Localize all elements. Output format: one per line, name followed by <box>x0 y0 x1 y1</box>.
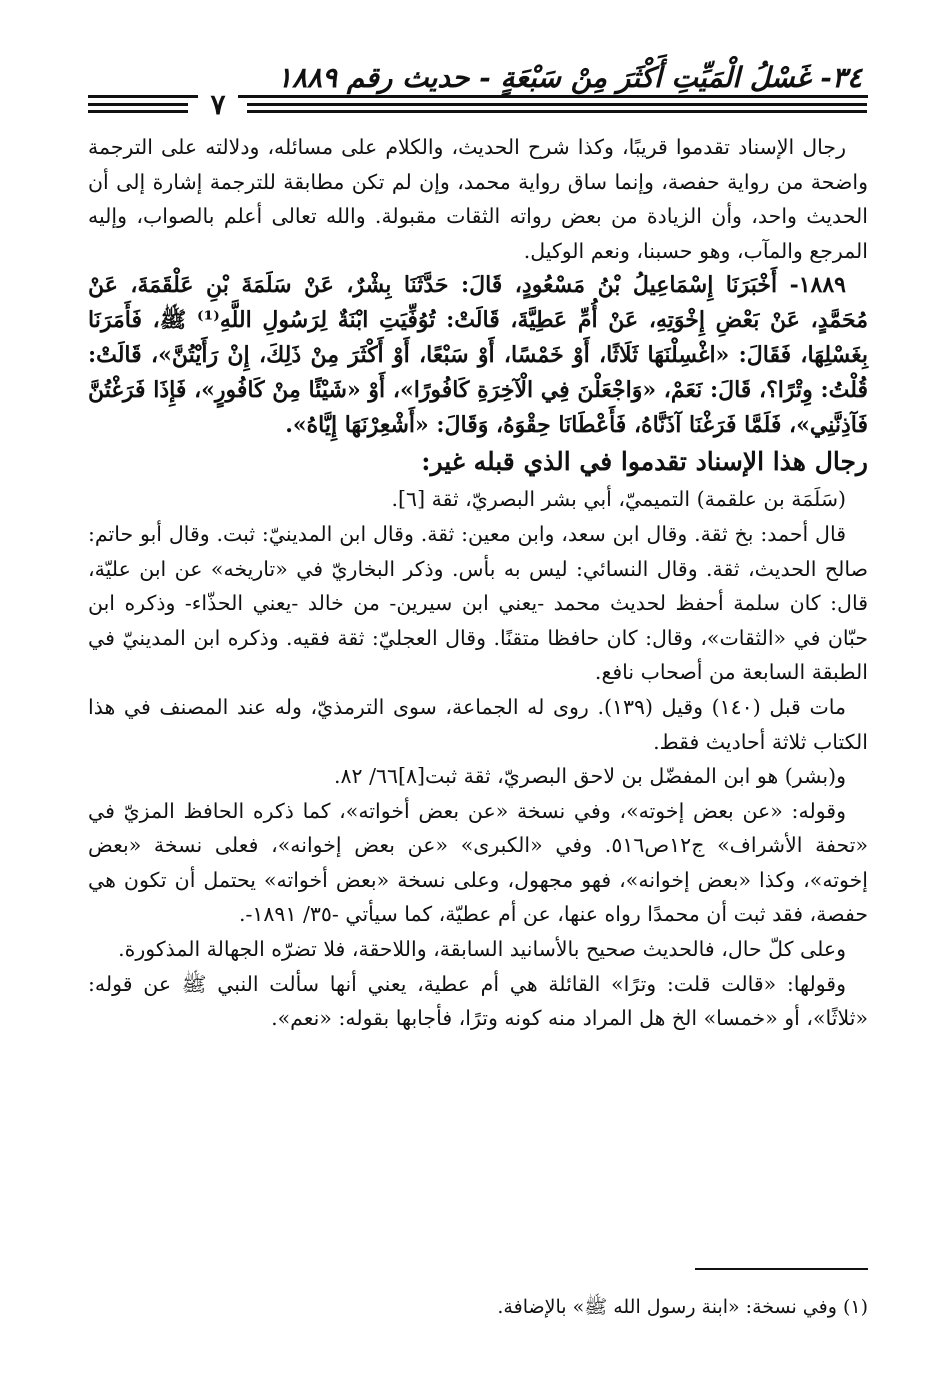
explanation-paragraph-3: وقولها: «قالت قلت: وترًا» القائلة هي أم عطية، يعني أنها سألت النبي ﷺ عن قوله: «ثلاثًا»، أو «خمسا» الخ هل المراد منه كونه وترًا، فأجابها بقوله: «نعم». <box>88 971 868 1031</box>
page-number: ٧ <box>198 88 238 122</box>
narrator-paragraph-3: و(بشر) هو ابن المفضّل بن لاحق البصريّ، ثقة ثبت[٨]٦٦/ ٨٢. <box>334 764 846 789</box>
hadith-text: ١٨٨٩- أَخْبَرَنَا إِسْمَاعِيلُ بْنُ مَسْعُودٍ، قَالَ: حَدَّثَنَا بِشْرٌ، عَنْ سَلَمَةَ بْنِ عَلْقَمَةَ، عَنْ مُحَمَّدٍ، عَنْ بَعْضِ إِخْوَتِهِ، عَنْ أُمِّ عَطِيَّةَ، قَالَتْ: تُوُفِّيَتِ ابْنَةٌ لِرَسُولِ اللَّهِ⁽¹⁾ ﷺ، فَأَمَرَنَا بِغَسْلِهَا، فَقَالَ: «اغْسِلْنَهَا ثَلَاثًا، أَوْ خَمْسًا، أَوْ سَبْعًا، أَوْ أَكْثَرَ مِنْ ذَلِكَ، إِنْ رَأَيْتُنَّ»، قَالَتْ: قُلْتُ: وِتْرًا؟، قَالَ: نَعَمْ، «وَاجْعَلْنَ فِي الْآخِرَةِ كَافُورًا»، أَوْ «شَيْئًا مِنْ كَافُورٍ»، فَإِذَا فَرَغْتُنَّ فَآذِنَّنِي»، فَلَمَّا فَرَغْنَا آذَنَّاهُ، فَأَعْطَانَا حِقْوَهُ، وَقَالَ: «أَشْعِرْنَهَا إِيَّاهُ». <box>88 272 868 438</box>
running-title: ٣٤- غَسْلُ الْمَيِّتِ أَكْثَرَ مِنْ سَبْعَةٍ - حديث رقم ١٨٨٩ <box>276 61 862 94</box>
explanation-paragraph-1: وقوله: «عن بعض إخوته»، وفي نسخة «عن بعض أخواته»، كما ذكره الحافظ المزيّ في «تحفة الأشراف» ج١٢ص٥١٦. وفي «الكبرى» «عن بعض إخوانه»، فعلى نسخة «بعض إخوته»، وكذا «بعض إخوانه»، فهو مجهول، وعلى نسخة «بعض أخواته» يحتمل أن تكون هي حفصة، فقد ثبت أن محمدًا رواه عنها، عن أم عطيّة، كما سيأتي -٣٥/ ١٨٩١-. <box>88 798 868 927</box>
header-rule-right-2 <box>247 110 867 113</box>
narrator-line: (سَلَمَة بن علقمة) التميميّ، أبي بشر البصريّ، ثقة [٦]. <box>391 487 846 512</box>
explanation-paragraph-2: وعلى كلّ حال، فالحديث صحيح بالأسانيد السابقة، واللاحقة، فلا تضرّه الجهالة المذكورة. <box>118 937 846 962</box>
narrator-paragraph-1: قال أحمد: بخ ثقة. وقال ابن سعد، وابن معين: ثقة. وقال ابن المدينيّ: ثبت. وقال أبو حاتم: صالح الحديث، ثقة. وقال النسائي: ليس به بأس. وذكر البخاريّ في «تاريخه» عن ابن عليّة، قال: كان سلمة أحفظ لحديث محمد -يعني ابن سيرين- من خالد -يعني الحذّاء- وذكره ابن حبّان في «الثقات»، وقال: كان حافظا متقنًا. وقال العجليّ: ثقة فقيه. وذكره ابن المدينيّ في الطبقة السابعة من أصحاب نافع. <box>88 521 868 685</box>
section-heading: رجال هذا الإسناد تقدموا في الذي قبله غير: <box>421 447 868 477</box>
header-rule-left-1 <box>88 103 188 106</box>
header-rule-right-1 <box>247 103 867 106</box>
narrator-paragraph-2: مات قبل (١٤٠) وقيل (١٣٩). روى له الجماعة، سوى الترمذيّ، وله عند المصنف في هذا الكتاب ثلاثة أحاديث فقط. <box>88 694 868 754</box>
main-text <box>88 130 868 1036</box>
header-rule-left-2 <box>88 110 188 113</box>
footnote-rule <box>695 1268 868 1270</box>
intro-paragraph: رجال الإسناد تقدموا قريبًا، وكذا شرح الحديث، والكلام على مسائله، ودلالته على الترجمة واضحة من رواية حفصة، وإنما ساق رواية محمد، وإن لم تكن مطابقة للترجمة إشارة إلى أن الحديث واحد، وأن الزيادة من بعض رواته الثقات مقبولة. والله تعالى أعلم بالصواب، وإليه المرجع والمآب، وهو حسبنا، ونعم الوكيل. <box>88 135 868 263</box>
footnote: (١) وفي نسخة: «ابنة رسول الله ﷺ» بالإضافة. <box>497 1296 868 1318</box>
